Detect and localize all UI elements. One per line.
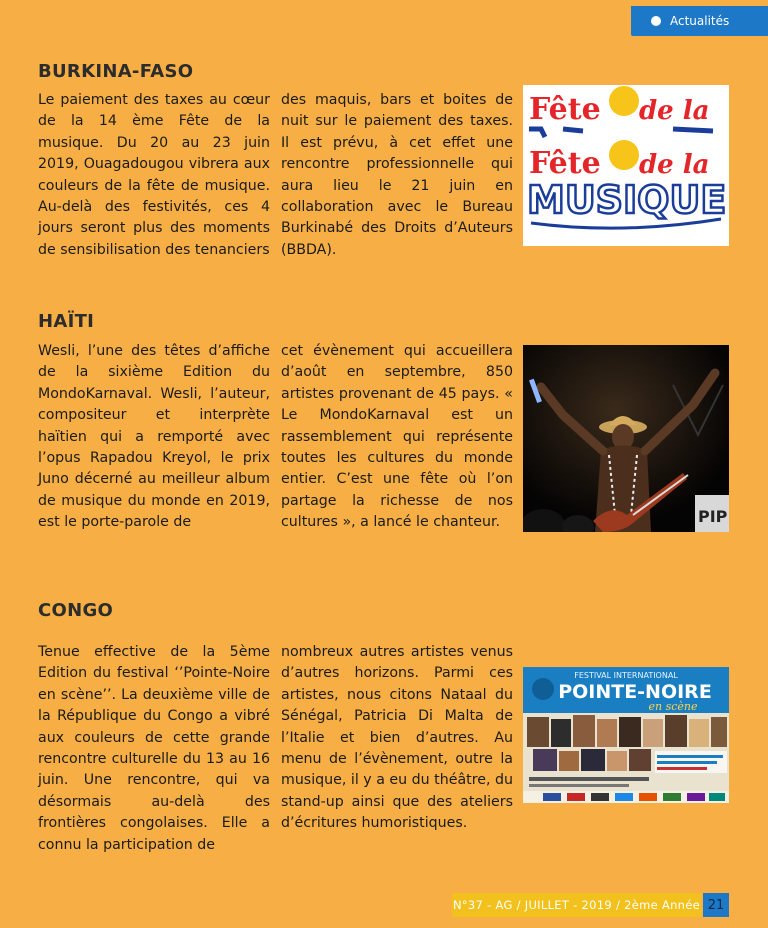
article-congo-col2: nombreux autres artistes venus d’autres horizons. Parmi ces artistes, nous citons Nataal du Sénégal, Patricia Di Malta de l’Italie et bien d’autres. Au menu de l’évènement, outre la musique, il y a eu du théâtre, du stand-up ainsi que des ateliers d’écritures humoristiques. — [281, 644, 513, 832]
article-haiti-col1: Wesli, l’une des têtes d’affiche de la sixième Edition du MondoKarnaval. Wesli, l’auteur, compositeur et interprète haïtien qui a remporté avec l’opus Rapadou Kreyol, le prix Juno décerné au meilleur album de musique du monde en 2019, est le porte-parole de — [38, 343, 270, 531]
poster-banner-top: FESTIVAL INTERNATIONAL — [574, 671, 678, 680]
article-heading-haiti: HAÏTI — [38, 311, 95, 332]
page-number: 21 — [703, 893, 729, 917]
article-burkina-col2: des maquis, bars et boites de nuit sur le paiement des taxes. Il est prévu, à cet effet une rencontre professionnelle qui aura lieu le 21 juin en collaboration avec le Bureau Burkinabé des Droits d’Auteurs (BBDA). — [281, 92, 513, 258]
article-haiti-col2: cet évènement qui accueillera d’août en septembre, 850 artistes provenant de 45 pays. « Le MondoKarnaval est un rassemblement qui représente toutes les cultures du monde entier. C’est une fête où l’on partage la richesse de nos cultures », a lancé le chanteur. — [281, 343, 513, 531]
article-heading-burkina: BURKINA-FASO — [38, 61, 194, 82]
pointe-noire-festival-poster — [523, 667, 729, 803]
logo-word-fete-top: Fête — [529, 92, 601, 127]
poster-banner-title: POINTE-NOIRE — [558, 681, 712, 703]
section-tag-label: Actualités — [670, 14, 730, 28]
wesli-concert-photo — [523, 345, 729, 532]
issue-footer: N°37 - AG / JUILLET - 2019 / 2ème Année — [452, 893, 701, 917]
article-heading-congo: CONGO — [38, 600, 114, 621]
logo-word-dela: de la — [639, 150, 710, 180]
logo-word-musique: MUSIQUE — [527, 178, 727, 222]
logo-word-fete: Fête — [529, 146, 601, 181]
poster-banner-sub: en scène — [648, 700, 698, 713]
logo-word-dela-top: de la — [639, 96, 710, 126]
fete-de-la-musique-logo — [523, 85, 729, 246]
backdrop-text: PIP — [698, 507, 728, 526]
article-burkina-col1: Le paiement des taxes au cœur de la 14 ème Fête de la musique. Du 20 au 23 juin 2019, Ouagadougou vibrera aux couleurs de la fête de musique. Au-delà des festivités, ces 4 jours seront plus des moments de sensibilisation des tenanciers — [38, 92, 270, 258]
article-congo-col1: Tenue effective de la 5ème Edition du festival ‘’Pointe-Noire en scène’’. La deuxième ville de la République du Congo a vibré aux couleurs de cette grande rencontre culturelle du 13 au 16 juin. Une rencontre, qui va désormais au-delà des frontières congolaises. Elle a connu la participation de — [38, 644, 270, 853]
bullet-icon — [651, 16, 661, 26]
section-tag — [631, 6, 768, 36]
